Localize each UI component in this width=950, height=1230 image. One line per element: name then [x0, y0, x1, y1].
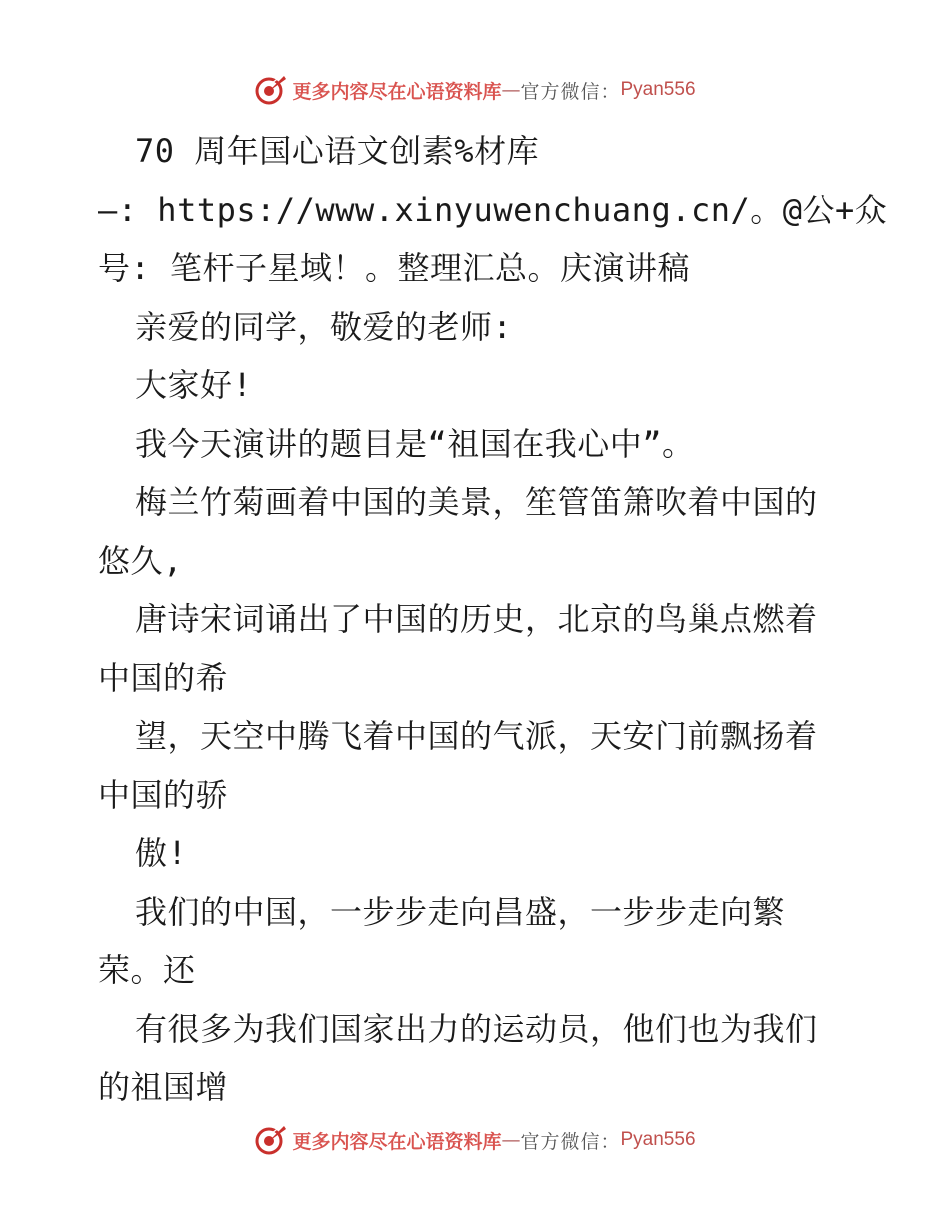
text-line: 的祖国增 [98, 1068, 229, 1106]
text-line: 唐诗宋词诵出了中国的历史，北京的鸟巢点燃着 [135, 600, 818, 638]
banner-wechat-label: 官方微信： [520, 1130, 621, 1153]
text-line: 我今天演讲的题目是“祖国在我心中”。 [135, 424, 695, 463]
banner-site-name: 更多内容尽在心语资料库 [292, 80, 502, 103]
banner-wechat-handle: Pyan556 [620, 1129, 696, 1150]
text-line: 悠久, [98, 541, 183, 580]
text-line: 70 周年国心语文创素%材库 [135, 132, 540, 170]
text-line: 中国的希 [98, 658, 229, 697]
text-line: 荣。还 [98, 951, 196, 989]
quill-logo-icon [254, 1123, 288, 1157]
text-line: 号: 笔杆子星域！。整理汇总。庆演讲稿 [98, 249, 691, 287]
text-line: 亲爱的同学，敬爱的老师: [135, 307, 513, 346]
banner-dash: — [501, 79, 521, 101]
text-line: 中国的骄 [98, 775, 229, 814]
banner-wechat-label: 官方微信： [520, 80, 621, 103]
text-line: 傲! [135, 834, 188, 872]
banner-wechat-handle: Pyan556 [620, 79, 696, 100]
text-line: —: https://www.xinyuwenchuang.cn/。@公+众 [98, 190, 888, 229]
header-banner [0, 70, 950, 110]
text-line: 望，天空中腾飞着中国的气派，天安门前飘扬着 [135, 717, 818, 755]
banner-dash: — [501, 1129, 521, 1151]
text-line: 大家好! [135, 366, 253, 404]
text-line: 我们的中国，一步步走向昌盛，一步步走向繁 [135, 892, 786, 931]
text-line: 梅兰竹菊画着中国的美景，笙管笛箫吹着中国的 [135, 483, 818, 521]
banner-site-name: 更多内容尽在心语资料库 [292, 1130, 502, 1153]
footer-banner [0, 1120, 950, 1160]
document-body [98, 122, 888, 1117]
quill-logo-icon [254, 73, 288, 107]
text-line: 有很多为我们国家出力的运动员，他们也为我们 [135, 1009, 818, 1048]
